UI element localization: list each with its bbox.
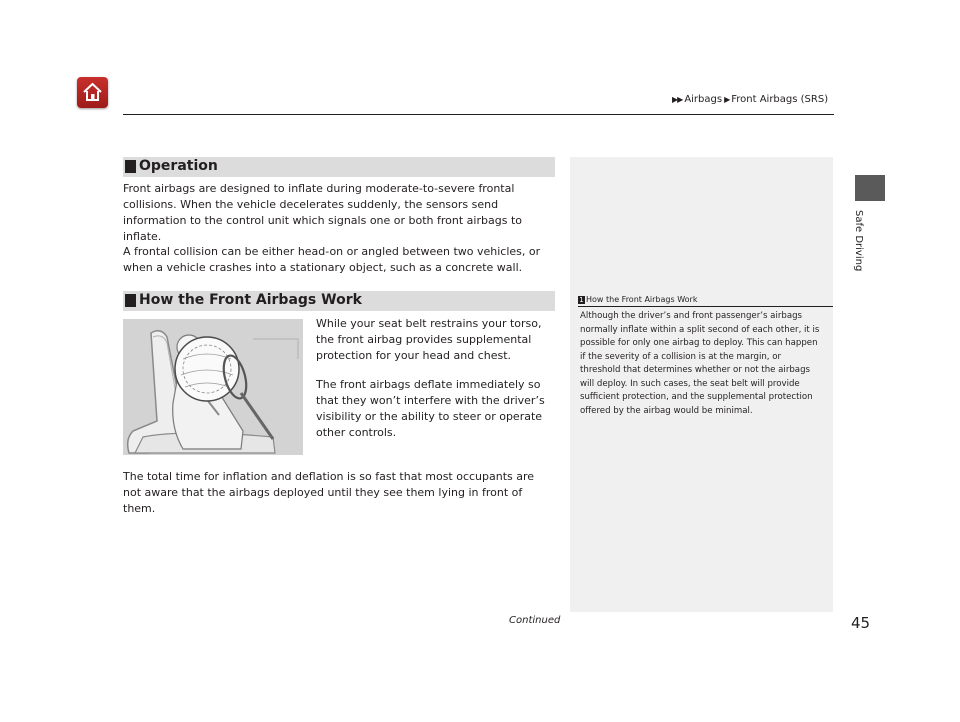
operation-paragraph-2: A frontal collision can be either head-on or angled between two vehicles, or when a vehicle crashes into a stationary object, such as a concrete wall. (123, 245, 541, 274)
breadcrumb-arrow-icon: ▶▶ (672, 95, 683, 104)
section-title: How the Front Airbags Work (139, 292, 362, 308)
how-paragraph-1: While your seat belt restrains your torso, the front airbag provides supplemental protection for your head and chest. (316, 317, 542, 362)
chapter-label: Safe Driving (853, 210, 864, 272)
note-heading (578, 295, 697, 304)
how-paragraph-2: The front airbags deflate immediately so that they won’t interfere with the driver’s visibility or the ability to steer or operate other controls. (316, 378, 545, 439)
section-heading-how-it-works (123, 291, 555, 311)
section-title: Operation (139, 158, 218, 174)
continued-label: Continued (509, 615, 561, 626)
note-divider (578, 306, 833, 307)
header-divider (123, 114, 834, 115)
breadcrumb-item[interactable]: Front Airbags (SRS) (731, 94, 829, 105)
how-paragraph-3: The total time for inflation and deflation is so fast that most occupants are not aware that the airbags deployed until they see them lying in front of them. (123, 470, 535, 515)
breadcrumb-item[interactable]: Airbags (684, 94, 723, 105)
section-marker-icon (125, 160, 136, 173)
chapter-tab[interactable] (855, 175, 885, 201)
breadcrumb-arrow-icon: ▶ (724, 95, 730, 104)
breadcrumb (672, 94, 828, 105)
section-marker-icon (125, 294, 136, 307)
note-body: Although the driver’s and front passenger’s airbags normally inflate within a split second of each other, it is possible for only one airbag to deploy. This can happen if the severity of a collision is at the margin, or threshold that determines whether or not the airbags will deploy. In such cases, the seat belt will provide sufficient protection, and the supplemental protection offered by the airbag would be minimal. (580, 311, 820, 416)
section-heading-operation (123, 157, 555, 177)
note-title: How the Front Airbags Work (586, 295, 698, 304)
operation-paragraph-1: Front airbags are designed to inflate during moderate-to-severe frontal collisions. When the vehicle decelerates suddenly, the sensors send information to the control unit which signals one or both front airbags to inflate. (123, 182, 522, 243)
page-number: 45 (851, 614, 871, 632)
home-button[interactable] (77, 77, 108, 108)
home-icon (81, 81, 104, 104)
note-marker-icon: 1 (579, 296, 584, 304)
airbag-illustration (123, 319, 303, 455)
